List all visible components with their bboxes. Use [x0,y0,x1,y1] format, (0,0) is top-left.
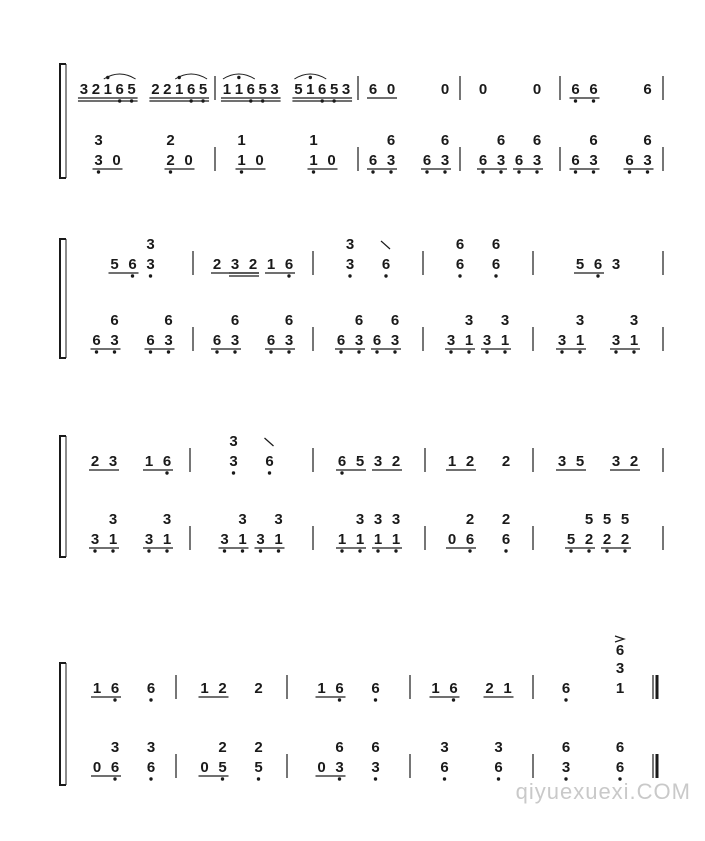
note-digit: 3 [643,152,652,169]
low-octave-dot [147,549,150,552]
low-octave-dot [338,698,341,701]
note-digit: 6 [571,81,580,98]
lower-staff [91,312,641,354]
low-octave-dot [376,549,379,552]
chord-digit: 3 [373,511,383,528]
note-digit: 6 [478,152,488,169]
note-digit: 1 [144,453,154,470]
note-digit: 2 [254,680,263,697]
chord-digit: 3 [108,511,118,528]
note-digit: 6 [265,453,274,470]
low-octave-dot [348,274,351,277]
note-digit: 6 [643,81,652,98]
low-octave-dot [485,350,488,353]
note-digit: 2 [248,256,258,273]
chord-digit: 6 [589,132,598,149]
note-digit: 3 [108,453,118,470]
note-digit: 2 [485,680,494,697]
note-digit: 1 [175,81,184,98]
low-octave-dot [425,170,428,173]
low-octave-dot [287,274,290,277]
low-octave-dot [452,698,455,701]
note-digit: 6 [501,531,511,548]
note-digit: 6 [571,152,580,169]
note-digit: 6 [593,256,603,273]
low-octave-dot [374,777,377,780]
note-digit: 5 [294,81,303,98]
low-octave-dot [449,350,452,353]
note-digit: 5 [575,453,585,470]
note-digit: 6 [146,759,156,776]
note-digit: 2 [465,453,475,470]
chord-digit: 3 [391,511,401,528]
note-digit: 6 [92,332,101,349]
note-digit: 2 [91,81,101,98]
note-digit: 3 [373,453,383,470]
low-octave-dot [628,170,631,173]
note-digit: 3 [256,531,265,548]
note-digit: 6 [266,332,276,349]
note-digit: 2 [620,531,630,548]
chord-digit: 3 [229,433,238,450]
note-digit: 6 [615,759,625,776]
note-digit: 0 [440,81,450,98]
note-digit: 3 [79,81,89,98]
low-octave-dot [232,471,235,474]
note-digit: 3 [354,332,364,349]
low-octave-dot [95,350,98,353]
low-octave-dot [592,99,595,102]
note-digit: 3 [220,531,229,548]
note-digit: 6 [246,81,255,98]
low-octave-dot [605,549,608,552]
note-digit: 1 [309,152,318,169]
note-digit: 1 [575,332,585,349]
note-digit: 1 [274,531,283,548]
note-digit: 3 [110,332,119,349]
note-digit: 3 [270,81,279,98]
low-octave-dot [481,170,484,173]
note-digit: 6 [115,81,124,98]
note-digit: 6 [336,332,346,349]
low-octave-dot [340,549,343,552]
note-digit: 0 [327,152,336,169]
chord-digit: 2 [465,511,475,528]
low-octave-dot [560,350,563,353]
note-digit: 6 [494,759,503,776]
chord-digit: 6 [615,739,625,756]
note-digit: 3 [341,81,351,98]
note-digit: 3 [390,332,400,349]
note-digit: 6 [589,81,598,98]
chord-digit: 6 [561,739,571,756]
low-octave-dot [131,274,134,277]
lower-staff [93,132,654,174]
chord-digit: 5 [620,511,630,528]
note-digit: 0 [255,152,264,169]
note-digit: 1 [431,680,440,697]
chord-digit: 6 [371,739,380,756]
low-octave-dot [169,170,172,173]
chord-digit: 6 [643,132,652,149]
note-digit: 2 [391,453,401,470]
chord-digit: 6 [496,132,506,149]
note-digit: 3 [611,332,621,349]
chord-digit: 6 [164,312,173,329]
note-digit: 2 [218,680,227,697]
low-octave-dot [574,170,577,173]
note-digit: 6 [625,152,634,169]
note-digit: 0 [386,81,396,98]
low-octave-dot [564,698,567,701]
low-octave-dot [113,777,116,780]
note-digit: 1 [337,531,347,548]
note-digit: 3 [557,332,567,349]
low-octave-dot [259,549,262,552]
note-digit: 1 [108,531,118,548]
chord-digit: 5 [584,511,594,528]
upper-staff [89,433,640,475]
low-octave-dot [223,549,226,552]
note-digit: 3 [446,332,456,349]
note-digit: 0 [532,81,542,98]
chord-digit: 6 [455,236,465,253]
note-digit: 6 [368,81,378,98]
chord-digit: 3 [274,511,283,528]
note-digit: 1 [373,531,383,548]
low-octave-dot [215,350,218,353]
note-digit: 5 [218,759,227,776]
note-digit: 3 [496,152,506,169]
note-digit: 6 [162,453,172,470]
low-octave-dot [503,350,506,353]
low-octave-dot [632,350,635,353]
note-digit: 6 [371,680,380,697]
low-octave-dot [592,170,595,173]
chord-digit: 3 [146,739,156,756]
note-digit: 3 [611,256,621,273]
low-octave-dot [587,549,590,552]
low-octave-dot [467,350,470,353]
low-octave-dot [499,170,502,173]
note-digit: 1 [222,81,232,98]
chord-digit: 3 [94,132,103,149]
note-digit: 2 [212,256,222,273]
note-digit: 1 [237,152,246,169]
low-octave-dot [384,274,387,277]
chord-digit: 6 [491,236,501,253]
note-digit: 1 [464,332,474,349]
low-octave-dot [443,170,446,173]
note-digit: 0 [447,531,457,548]
low-octave-dot [371,170,374,173]
chord-digit: 3 [440,739,449,756]
chord-digit: 6 [335,739,344,756]
low-octave-dot [241,549,244,552]
low-octave-dot [165,471,168,474]
low-octave-dot [149,698,152,701]
note-digit: 2 [166,152,175,169]
note-digit: 6 [146,332,155,349]
chord-digit: 3 [238,511,247,528]
low-octave-dot [111,549,114,552]
note-digit: 2 [90,453,100,470]
note-digit: 6 [146,680,156,697]
note-digit: 2 [602,531,612,548]
low-octave-dot [569,549,572,552]
chord-digit: 3 [162,511,172,528]
low-octave-dot [312,170,315,173]
note-digit: 1 [238,531,247,548]
low-octave-dot [149,274,152,277]
system-bracket [60,663,66,785]
note-digit: 6 [335,680,344,697]
note-digit: 3 [144,531,154,548]
note-digit: 5 [566,531,576,548]
note-digit: 3 [386,152,396,169]
note-digit: 2 [584,531,594,548]
chord-digit: 3 [110,739,120,756]
note-digit: 6 [455,256,465,273]
chord-digit: 6 [110,312,119,329]
low-octave-dot [357,350,360,353]
chord-digit: 1 [237,132,246,149]
low-octave-dot [167,350,170,353]
note-digit: 2 [163,81,172,98]
note-digit: 3 [482,332,492,349]
chord-digit: 6 [440,132,450,149]
low-octave-dot [535,170,538,173]
note-digit: 6 [110,759,120,776]
watermark: qiyuexuexi.COM [515,779,691,804]
note-digit: 1 [317,680,326,697]
note-digit: 1 [503,680,512,697]
low-octave-dot [504,549,507,552]
low-octave-dot [375,350,378,353]
note-digit: 2 [501,453,511,470]
note-digit: 3 [335,759,344,776]
low-octave-dot [623,549,626,552]
note-digit: 0 [478,81,488,98]
note-digit: 2 [629,453,639,470]
upper-staff [78,74,652,103]
low-octave-dot [233,350,236,353]
note-digit: 1 [306,81,315,98]
low-octave-dot [517,170,520,173]
note-digit: 6 [186,81,196,98]
note-digit: 6 [128,256,137,273]
chord-digit: 6 [615,642,625,659]
note-digit: 6 [491,256,501,273]
note-digit: 6 [465,531,475,548]
chord-digit: 6 [284,312,294,329]
low-octave-dot [468,549,471,552]
note-digit: 5 [575,256,585,273]
note-digit: 1 [447,453,457,470]
low-octave-dot [596,274,599,277]
note-digit: 3 [532,152,542,169]
low-octave-dot [113,350,116,353]
note-digit: 5 [254,759,263,776]
upper-staff [109,236,621,278]
lower-staff [91,739,624,781]
low-octave-dot [149,350,152,353]
low-octave-dot [277,549,280,552]
chord-digit: 2 [218,739,227,756]
accent-mark [381,241,390,249]
note-digit: 3 [561,759,571,776]
system-bracket [60,239,66,358]
note-digit: 6 [372,332,382,349]
chord-digit: 2 [254,739,263,756]
chord-digit: 3 [345,236,355,253]
note-digit: 3 [589,152,598,169]
note-digit: 6 [449,680,458,697]
chord-digit: 3 [464,312,474,329]
system-bracket [60,64,66,178]
note-digit: 5 [127,81,136,98]
note-digit: 6 [337,453,347,470]
note-digit: 1 [629,332,639,349]
note-digit: 6 [212,332,222,349]
note-digit: 6 [110,680,120,697]
chord-digit: 3 [629,312,639,329]
chord-digit: 6 [390,312,400,329]
note-digit: 3 [146,256,155,273]
low-octave-dot [221,777,224,780]
low-octave-dot [358,549,361,552]
note-digit: 5 [258,81,267,98]
chord-digit: 6 [230,312,240,329]
chord-digit: 6 [354,312,364,329]
note-digit: 3 [90,531,100,548]
note-digit: 3 [230,256,240,273]
note-digit: 0 [200,759,209,776]
note-digit: 5 [329,81,339,98]
note-digit: 3 [611,453,621,470]
chord-digit: 2 [166,132,175,149]
chord-digit: 3 [146,236,155,253]
note-digit: 1 [355,531,365,548]
low-octave-dot [97,170,100,173]
low-octave-dot [578,350,581,353]
low-octave-dot [165,549,168,552]
low-octave-dot [93,549,96,552]
low-octave-dot [149,777,152,780]
note-digit: 6 [561,680,571,697]
chord-digit: 1 [309,132,318,149]
low-octave-dot [340,471,343,474]
upper-staff [91,636,624,702]
note-digit: 5 [198,81,208,98]
high-octave-dot [309,76,312,79]
chord-digit: 6 [386,132,396,149]
note-digit: 5 [355,453,365,470]
chord-digit: 3 [494,739,503,756]
system-bracket [60,436,66,557]
note-digit: 6 [514,152,524,169]
note-digit: 6 [368,152,378,169]
note-digit: 1 [162,531,172,548]
accent-mark [265,438,274,446]
note-digit: 1 [266,256,276,273]
low-octave-dot [443,777,446,780]
note-digit: 6 [440,759,449,776]
high-octave-dot [237,76,240,79]
chord-digit: 3 [355,511,365,528]
low-octave-dot [339,350,342,353]
low-octave-dot [646,170,649,173]
note-digit: 6 [422,152,432,169]
chord-digit: 2 [501,511,511,528]
low-octave-dot [113,698,116,701]
note-digit: 0 [184,152,193,169]
low-octave-dot [338,777,341,780]
note-digit: 1 [500,332,510,349]
low-octave-dot [240,170,243,173]
low-octave-dot [374,698,377,701]
lower-staff [89,511,631,553]
low-octave-dot [394,549,397,552]
low-octave-dot [269,350,272,353]
note-digit: 3 [230,332,240,349]
note-digit: 2 [151,81,160,98]
note-digit: 3 [284,332,294,349]
low-octave-dot [393,350,396,353]
note-digit: 1 [92,680,102,697]
low-octave-dot [497,777,500,780]
low-octave-dot [287,350,290,353]
low-octave-dot [458,274,461,277]
low-octave-dot [494,274,497,277]
low-octave-dot [389,170,392,173]
note-digit: 6 [284,256,294,273]
note-digit: 3 [440,152,450,169]
chord-digit: 6 [532,132,542,149]
low-octave-dot [614,350,617,353]
note-digit: 3 [164,332,173,349]
note-digit: 3 [94,152,103,169]
chord-digit: 3 [575,312,585,329]
note-digit: 1 [615,680,625,697]
note-digit: 1 [234,81,244,98]
note-digit: 6 [318,81,327,98]
note-digit: 0 [112,152,121,169]
note-digit: 1 [103,81,112,98]
low-octave-dot [257,777,260,780]
note-digit: 0 [317,759,326,776]
low-octave-dot [268,471,271,474]
note-digit: 3 [371,759,380,776]
low-octave-dot [574,99,577,102]
note-digit: 1 [200,680,209,697]
note-digit: 3 [345,256,355,273]
note-digit: 1 [391,531,401,548]
note-digit: 5 [110,256,119,273]
note-digit: 0 [92,759,102,776]
note-digit: 3 [557,453,567,470]
chord-digit: 3 [500,312,510,329]
chord-digit: 3 [615,660,625,677]
note-digit: 6 [381,256,391,273]
chord-digit: 5 [602,511,612,528]
note-digit: 3 [229,453,238,470]
